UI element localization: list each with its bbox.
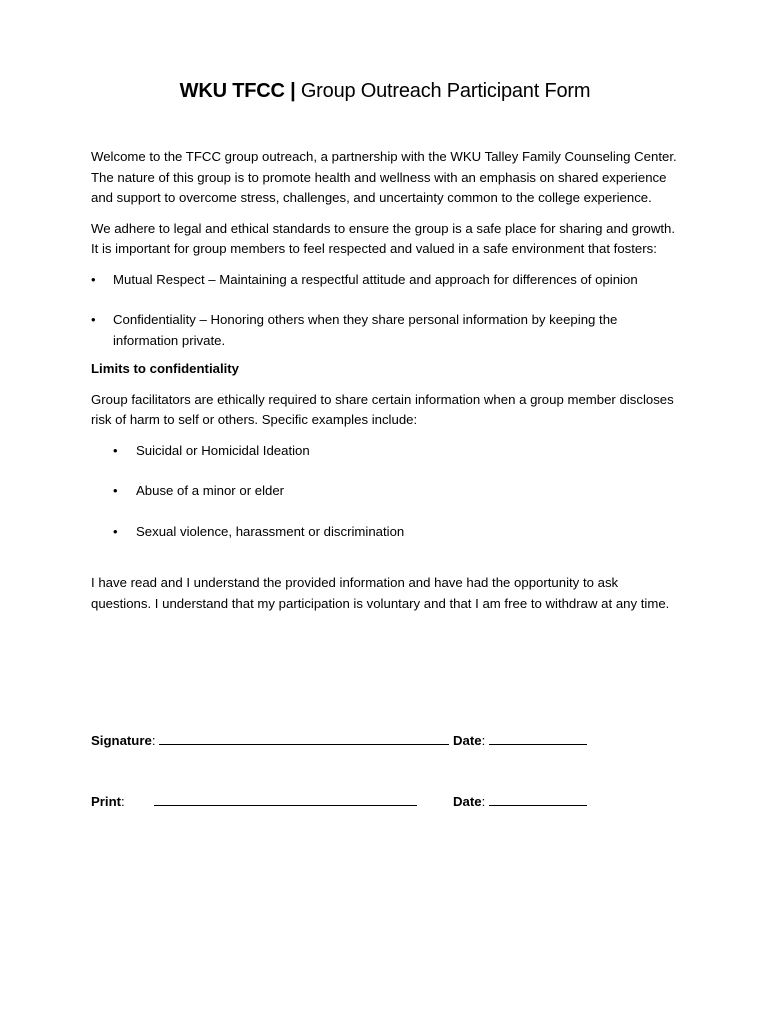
print-date-colon: : [481,794,486,809]
examples-list [91,441,681,543]
print-label: Print [91,794,122,809]
list-item: • Suicidal or Homicidal Ideation [91,441,681,462]
signature-date-label: Date [453,733,482,748]
limits-heading: Limits to confidentiality [91,361,239,376]
acknowledgement-paragraph: I have read and I understand the provided information and have had the opportunity to ask questions. I understand that my participation is voluntary and that I am free to withdraw at any time. [91,575,670,611]
title-bold: WKU TFCC | [179,80,296,102]
limits-paragraph: Group facilitators are ethically required to share certain information when a group member discloses risk of harm to self or others. Specific examples include: [91,391,674,427]
print-colon: : [121,794,125,809]
intro-paragraph-2: We adhere to legal and ethical standards to ensure the group is a safe place for sharing and growth. It is important for group members to feel respected and valued in a safe environment that fosters: [91,220,676,256]
signature-date-line[interactable] [489,730,587,745]
values-list [91,270,681,352]
title-regular: Group Outreach Participant Form [295,80,591,102]
signature-line[interactable] [159,730,449,745]
print-date-line[interactable] [489,791,587,806]
list-item: • Sexual violence, harassment or discrimination [91,522,681,543]
page-title [0,79,770,103]
signature-colon: : [151,733,156,748]
signature-label: Signature [91,733,152,748]
print-date-label: Date [453,794,482,809]
signature-date-colon: : [481,733,486,748]
print-line[interactable] [154,791,417,806]
list-item: • Confidentiality – Honoring others when they share personal information by keeping the information private. [91,310,681,351]
list-item: • Abuse of a minor or elder [91,481,681,502]
form-body [91,147,681,624]
list-item: • Mutual Respect – Maintaining a respectful attitude and approach for differences of opinion [91,270,681,291]
intro-paragraph-1: Welcome to the TFCC group outreach, a partnership with the WKU Talley Family Counseling Center. The nature of this group is to promote health and wellness with an emphasis on shared experience and support to overcome stress, challenges, and uncertainty common to the college experience. [91,149,677,205]
